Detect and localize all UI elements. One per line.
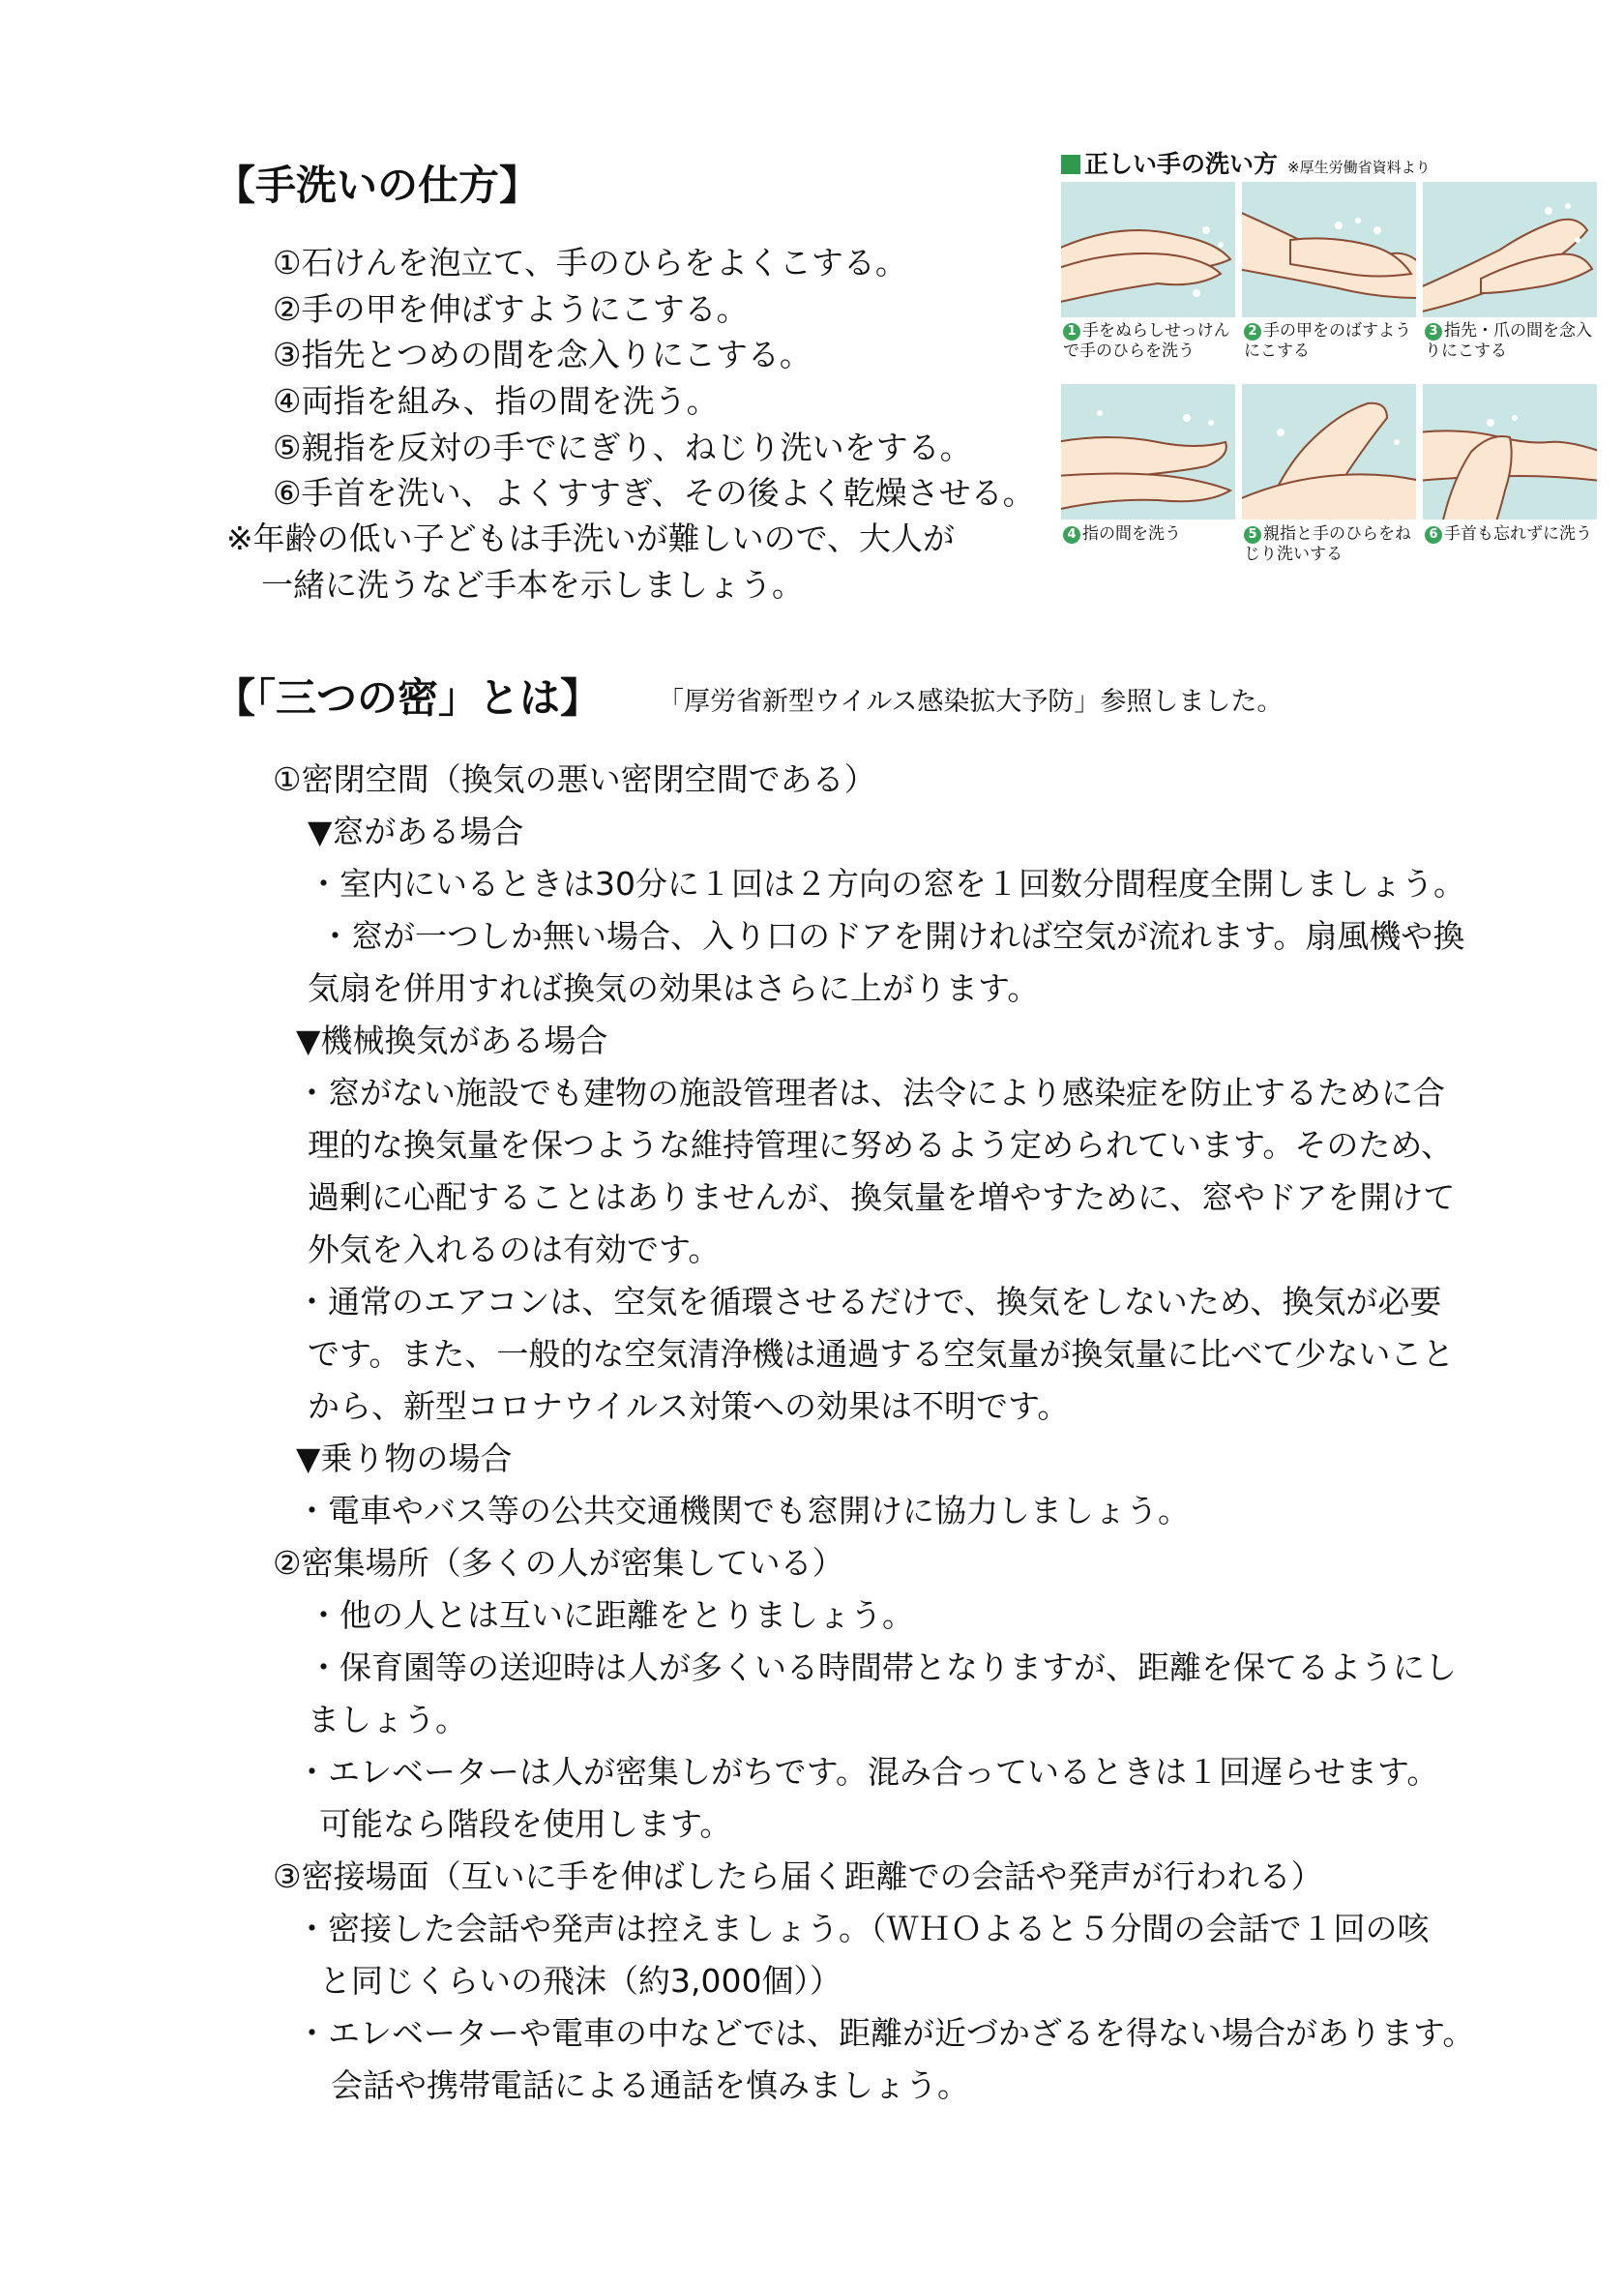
mitsu-line-26: 会話や携帯電話による通話を慎みましょう。 <box>331 2066 969 2104</box>
caption-3: 3 指先・爪の間を念入りにこする <box>1425 321 1592 361</box>
mitsu-line-22: ③密接場面（互いに手を伸ばしたら届く距離での会話や発声が行われる） <box>273 1857 1323 1895</box>
caption-1: 1 手をぬらしせっけんで手のひらを洗う <box>1063 321 1230 361</box>
mitsu-line-14: ▼乗り物の場合 <box>296 1440 513 1477</box>
mitsu-reference: 「厚労省新型ウイルス感染拡大予防」参照しました。 <box>658 687 1284 717</box>
hand-panel-1 <box>1061 182 1235 317</box>
mitsu-line-15: ・電車やバス等の公共交通機関でも窓開けに協力しましょう。 <box>296 1492 1190 1529</box>
mitsu-line-6: ▼機械換気がある場合 <box>296 1022 608 1059</box>
mitsu-line-21: 可能なら階段を使用します。 <box>319 1805 732 1843</box>
mitsu-line-17: ・他の人とは互いに距離をとりましょう。 <box>308 1596 914 1634</box>
mitsu-line-25: ・エレベーターや電車の中などでは、距離が近づかざるを得ない場合があります。 <box>296 2014 1475 2052</box>
mitsu-heading: 【「三つの密」とは】 <box>215 674 602 722</box>
handwash-step-2: ②手の甲を伸ばすようにこする。 <box>273 290 749 328</box>
hand-panel-4 <box>1061 384 1235 520</box>
mitsu-line-2: ▼窓がある場合 <box>308 813 524 850</box>
handwash-step-3: ③指先とつめの間を念入りにこする。 <box>273 336 812 373</box>
mitsu-line-16: ②密集場所（多くの人が密集している） <box>273 1544 844 1582</box>
handwash-heading: 【手洗いの仕方】 <box>215 162 541 209</box>
handwash-step-5: ⑤親指を反対の手でにぎり、ねじり洗いをする。 <box>273 429 972 466</box>
hand-panel-3 <box>1423 182 1597 317</box>
mitsu-line-7: ・窓がない施設でも建物の施設管理者は、法令により感染症を防止するために合 <box>296 1074 1445 1112</box>
handwash-step-6: ⑥手首を洗い、よくすすぎ、その後よく乾燥させる。 <box>273 474 1035 512</box>
mitsu-line-23: ・密接した会話や発声は控えましょう。（ＷＨＯよると５分間の会話で１回の咳 <box>296 1910 1430 1947</box>
mitsu-line-19: ましょう。 <box>308 1701 467 1738</box>
hand-panel-6 <box>1423 384 1597 520</box>
caption-4: 4 指の間を洗う <box>1063 524 1241 545</box>
mitsu-line-12: です。また、一般的な空気清浄機は通過する空気量が換気量に比べて少ないこと <box>308 1335 1455 1373</box>
caption-2: 2 手の甲をのばすようにこする <box>1244 321 1411 361</box>
handwash-illustration <box>1061 145 1603 571</box>
hand-panel-5 <box>1242 384 1416 520</box>
mitsu-line-1: ①密閉空間（換気の悪い密閉空間である） <box>273 760 876 798</box>
illustration-title: 正しい手の洗い方 ※厚生労働省資料より <box>1061 145 1431 178</box>
mitsu-line-20: ・エレベーターは人が密集しがちです。混み合っているときは１回遅らせます。 <box>296 1753 1439 1791</box>
hand-panel-2 <box>1242 182 1416 317</box>
caption-5: 5 親指と手のひらをねじり洗いする <box>1244 524 1411 564</box>
mitsu-line-24: と同じくらいの飛沫（約3,000個）） <box>319 1962 842 2000</box>
illustration-source: ※厚生労働省資料より <box>1287 159 1431 176</box>
mitsu-line-13: から、新型コロナウイルス対策への効果は不明です。 <box>308 1387 1070 1425</box>
green-square-icon <box>1061 155 1080 174</box>
handwash-note-line2: 一緒に洗うなど手本を示しましょう。 <box>261 566 804 604</box>
mitsu-line-10: 外気を入れるのは有効です。 <box>308 1231 721 1268</box>
caption-6: 6 手首も忘れずに洗う <box>1425 524 1603 545</box>
mitsu-line-9: 過剰に心配することはありませんが、換気量を増やすために、窓やドアを開けて <box>308 1178 1456 1216</box>
mitsu-line-8: 理的な換気量を保つような維持管理に努めるよう定められています。そのため、 <box>308 1126 1454 1164</box>
mitsu-line-18: ・保育園等の送迎時は人が多くいる時間帯となりますが、距離を保てるようにし <box>308 1648 1457 1686</box>
handwash-step-1: ①石けんを泡立て、手のひらをよくこする。 <box>273 244 907 282</box>
handwash-note-line1: ※年齢の低い子どもは手洗いが難しいので、大人が <box>226 520 955 557</box>
mitsu-line-3: ・室内にいるときは30分に１回は２方向の窓を１回数分間程度全開しましょう。 <box>308 865 1465 903</box>
mitsu-line-11: ・通常のエアコンは、空気を循環させるだけで、換気をしないため、換気が必要 <box>296 1283 1442 1321</box>
handwash-step-4: ④両指を組み、指の間を洗う。 <box>273 382 719 420</box>
mitsu-line-4: ・窓が一つしか無い場合、入り口のドアを開ければ空気が流れます。扇風機や換 <box>319 917 1465 955</box>
mitsu-line-5: 気扇を併用すれば換気の効果はさらに上がります。 <box>308 969 1040 1007</box>
